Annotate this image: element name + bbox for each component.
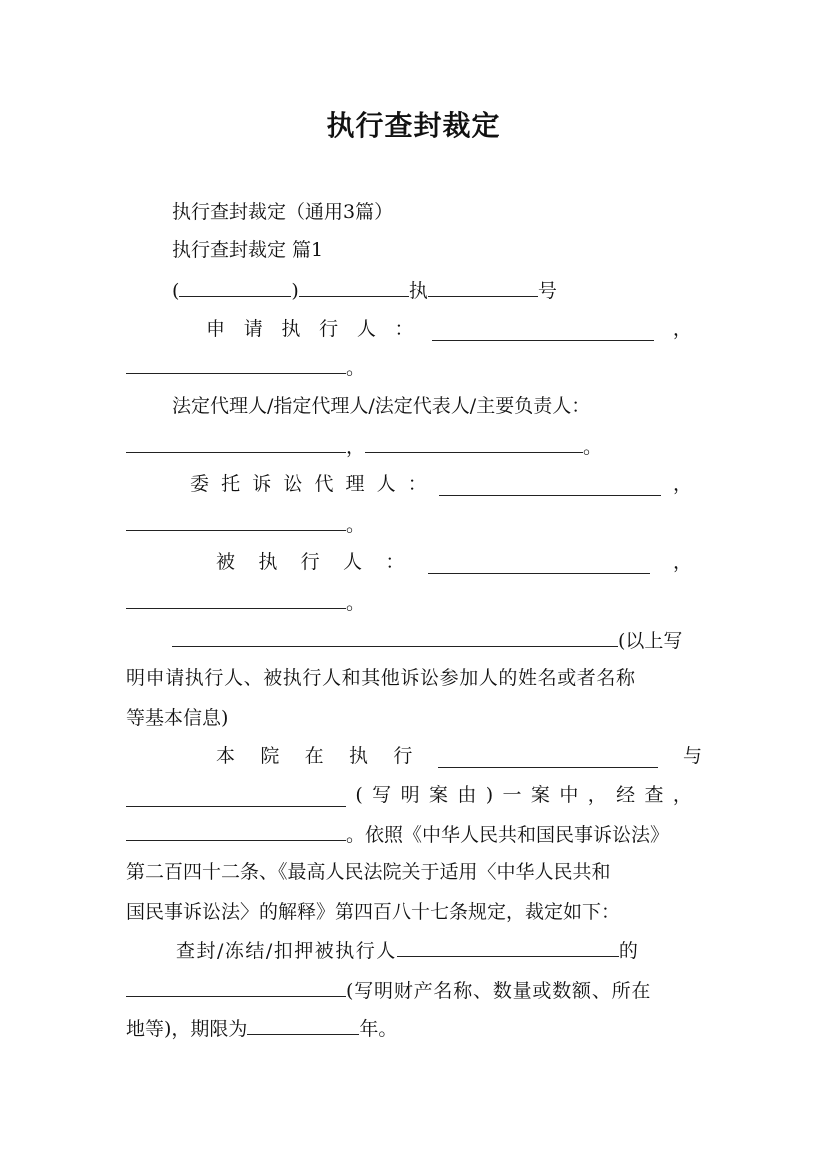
property-blank [126, 978, 346, 997]
respondent-char: 行 [300, 551, 320, 573]
applicant-char: ： [394, 318, 414, 340]
court-line-4: 第二百四十二条、《最高人民法院关于适用〈中华人民共和 [126, 861, 611, 883]
applicant-blank-2 [126, 355, 346, 374]
cause-char: 经 [616, 784, 636, 806]
ruling-action: 查封/冻结/扣押被执行人 [176, 940, 397, 962]
applicant-char: 执 [281, 318, 301, 340]
applicant-char: 行 [319, 318, 339, 340]
respondent-blank [428, 555, 650, 574]
cause-char: ， [672, 784, 692, 806]
paren-open: ( [172, 280, 180, 302]
court-line-5: 国民事诉讼法〉的解释》第四百八十七条规定，裁定如下： [126, 901, 621, 923]
period: 。 [583, 436, 603, 458]
respondent-char: 人 [342, 551, 362, 573]
agent-line-2 [126, 512, 706, 537]
with-text: 与 [682, 745, 702, 767]
parties-line-2: 明申请执行人、被执行人和其他诉讼参加人的姓名或者名称 [126, 667, 636, 689]
agent-char: 委 [190, 473, 210, 495]
cause-char: 案 [428, 784, 448, 806]
court-char: 院 [260, 745, 280, 767]
parties-note-tail: (以上写 [618, 630, 683, 652]
applicant-char: 人 [356, 318, 376, 340]
period: 。 [346, 514, 366, 536]
comma: ， [672, 318, 692, 340]
term-blank [247, 1016, 359, 1035]
document-subtitle: 执行查封裁定（通用3篇） [172, 201, 394, 223]
cause-char: 明 [400, 784, 420, 806]
year-text: 年。 [359, 1018, 398, 1040]
cause-char: 中 [559, 784, 579, 806]
agent-char: 人 [376, 473, 396, 495]
case-number-line [172, 278, 752, 303]
legal-rep-blank-2 [365, 434, 583, 453]
hao-text: 号 [537, 280, 557, 302]
part-heading: 执行查封裁定 篇1 [172, 239, 324, 261]
number-blank [428, 278, 538, 297]
zhi-text: 执 [408, 280, 428, 302]
court-char: 本 [216, 745, 236, 767]
applicant-char: 请 [243, 318, 263, 340]
applicant-line-2 [126, 355, 706, 380]
cause-char: 由 [457, 784, 477, 806]
applicant-line [206, 317, 692, 341]
legal-rep-label: 法定代理人/指定代理人/法定代表人/主要负责人： [172, 395, 591, 417]
period: 。 [346, 592, 366, 614]
respondent-line-2 [126, 590, 706, 615]
respondent-char: 执 [258, 551, 278, 573]
legal-rep-line [126, 434, 706, 459]
cause-char: ( [355, 784, 363, 806]
court-char: 执 [348, 745, 368, 767]
cause-char: 一 [502, 784, 522, 806]
court-code-blank [299, 278, 409, 297]
de-text: 的 [618, 940, 640, 962]
court-line-1 [216, 744, 702, 768]
court-line-2 [126, 783, 692, 807]
cause-char: ， [587, 784, 607, 806]
ruling-line-2 [126, 978, 706, 1003]
document-title: 执行查封裁定 [326, 109, 501, 142]
respondent-name-blank [397, 938, 619, 957]
comma: ， [672, 473, 692, 495]
respondent-char: ： [385, 551, 405, 573]
agent-char: 讼 [283, 473, 303, 495]
ruling-line-1 [176, 938, 756, 963]
court-char: 行 [393, 745, 413, 767]
period: 。 [346, 357, 366, 379]
court-blank [438, 749, 658, 768]
law-reference: 。依照《中华人民共和国民事诉讼法》 [346, 824, 670, 846]
cause-char: 查 [644, 784, 664, 806]
respondent-char: 被 [216, 551, 236, 573]
court-char: 在 [304, 745, 324, 767]
cause-char: ) [485, 784, 494, 806]
agent-char: 托 [221, 473, 241, 495]
cause-char: 案 [530, 784, 550, 806]
cause-char: 写 [372, 784, 392, 806]
parties-line-1 [172, 628, 752, 653]
agent-char: 理 [345, 473, 365, 495]
agent-line [190, 472, 692, 496]
ruling-term-label: 地等)，期限为 [126, 1018, 248, 1040]
applicant-char: 申 [206, 318, 226, 340]
respondent-line [216, 550, 692, 574]
case-cause-blank [126, 788, 346, 807]
court-line-3 [126, 822, 706, 847]
agent-blank-2 [126, 512, 346, 531]
agent-blank [439, 477, 661, 496]
year-blank [179, 278, 291, 297]
ruling-line-3 [126, 1016, 706, 1041]
property-note: (写明财产名称、数量或数额、所在 [346, 980, 652, 1002]
agent-char: 诉 [252, 473, 272, 495]
legal-rep-blank-1 [126, 434, 346, 453]
parties-line-3: 等基本信息) [126, 707, 229, 729]
facts-blank [126, 822, 346, 841]
agent-char: ： [407, 473, 427, 495]
comma: ， [346, 436, 366, 458]
paren-close: ) [291, 280, 299, 302]
agent-char: 代 [314, 473, 334, 495]
comma: ， [672, 551, 692, 573]
applicant-blank [432, 322, 654, 341]
parties-blank [172, 628, 618, 647]
respondent-blank-2 [126, 590, 346, 609]
